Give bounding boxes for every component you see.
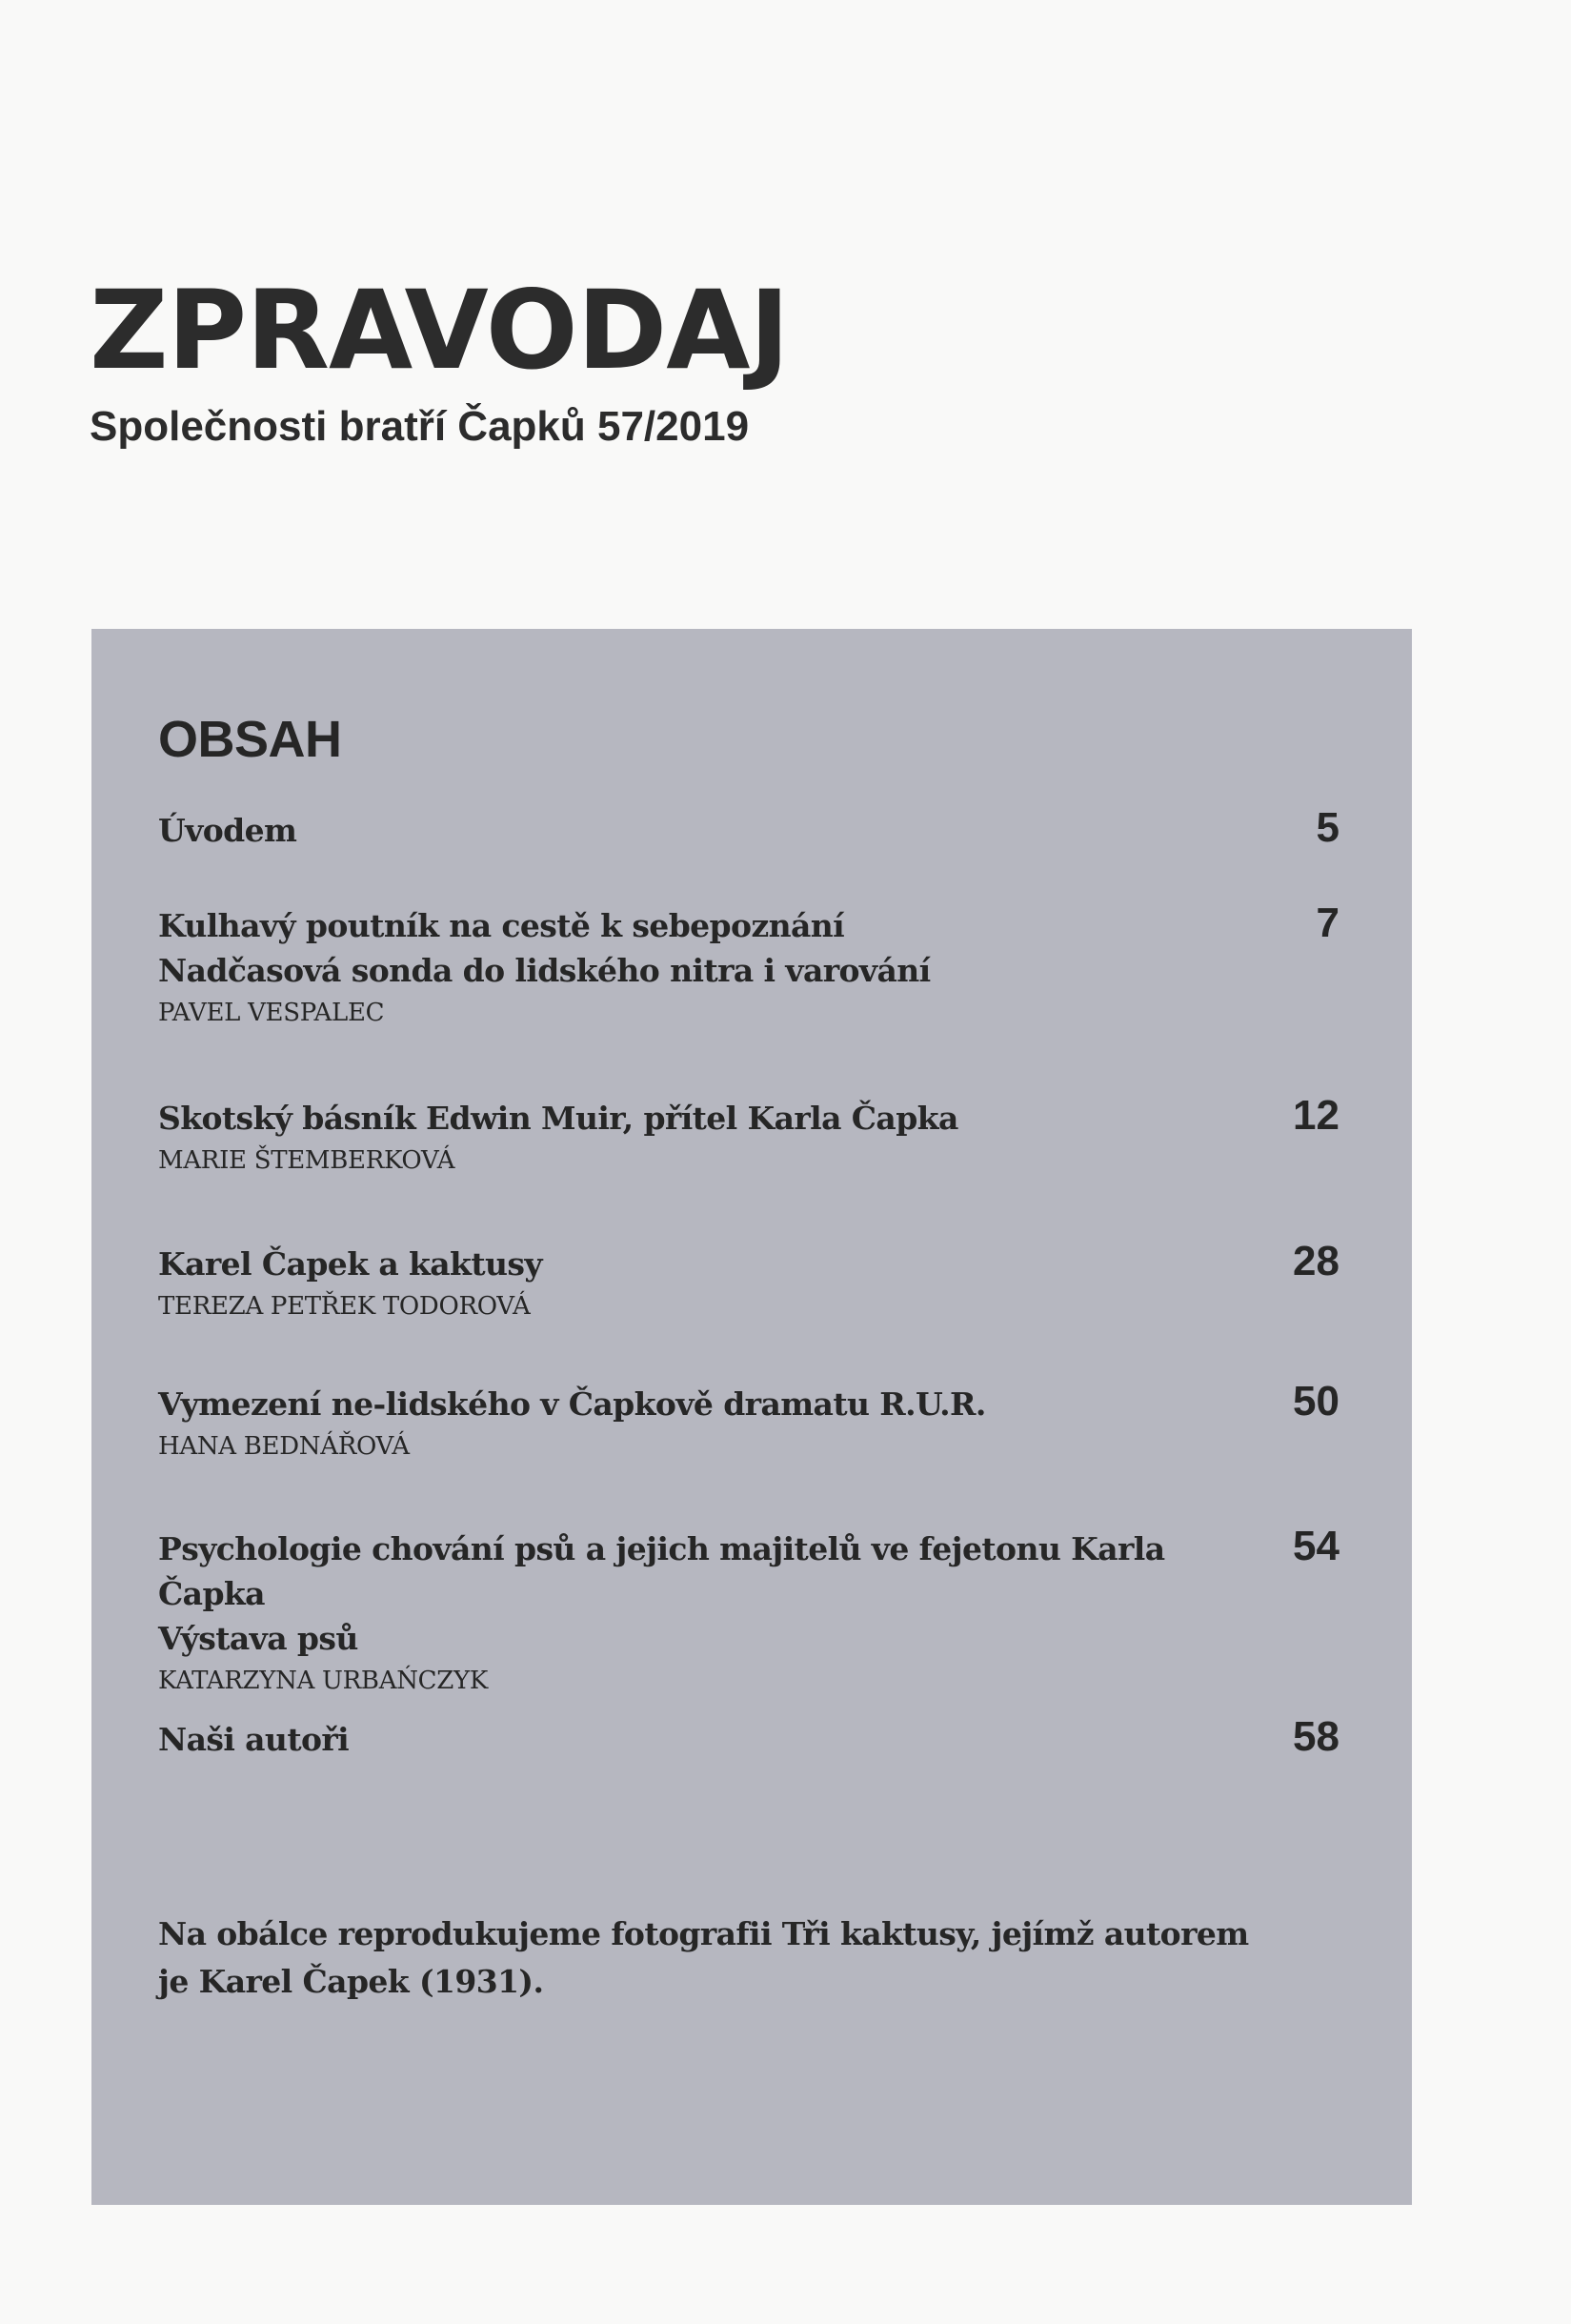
table-of-contents: [91, 629, 1412, 2205]
entry-page-number: 28: [1293, 1238, 1339, 1284]
entry-page-number: 50: [1293, 1378, 1339, 1425]
entry-page-number: 7: [1316, 899, 1339, 946]
masthead: [90, 267, 789, 450]
entry-page-number: 54: [1293, 1523, 1339, 1569]
toc-entry-kulhavy-poutnik[interactable]: [158, 899, 1339, 1033]
entry-title: Naši autoři: [158, 1721, 350, 1758]
entry-title: Kulhavý poutník na cestě k sebepoznání: [158, 907, 845, 944]
toc-entry-uvodem[interactable]: [158, 804, 1339, 853]
entry-page-number: 58: [1293, 1713, 1339, 1760]
entry-title: Karel Čapek a kaktusy: [158, 1245, 542, 1283]
entry-page-number: 12: [1293, 1092, 1339, 1139]
entry-author: TEREZA PETŘEK TODOROVÁ: [158, 1292, 531, 1321]
cover-note: Na obálce reprodukujeme fotografii Tři kaktusy, jejímž autorem je Karel Čapek (1931).: [158, 1915, 1249, 2000]
entry-author: MARIE ŠTEMBERKOVÁ: [158, 1146, 455, 1175]
entry-author: KATARZYNA URBAŃCZYK: [158, 1667, 488, 1695]
entry-title: Skotský básník Edwin Muir, přítel Karla Čapka: [158, 1100, 958, 1137]
entry-author: PAVEL VESPALEC: [158, 999, 385, 1027]
toc-entry-kaktusy[interactable]: [158, 1238, 1339, 1326]
entry-page-number: 5: [1316, 804, 1339, 851]
publication-subtitle: Společnosti bratří Čapků 57/2019: [90, 403, 750, 450]
toc-entry-psychologie-psu[interactable]: [158, 1523, 1339, 1701]
entry-subtitle: Nadčasová sonda do lidského nitra i varování: [158, 952, 931, 989]
entry-title: Psychologie chování psů a jejich majitelů ve fejetonu Karla Čapka: [158, 1530, 1165, 1612]
entry-subtitle: Výstava psů: [158, 1620, 358, 1657]
publication-title: ZPRAVODAJ: [90, 267, 789, 394]
toc-entry-nasi-autori[interactable]: [158, 1713, 1339, 1762]
toc-entry-rur[interactable]: [158, 1378, 1339, 1466]
toc-entry-edwin-muir[interactable]: [158, 1092, 1339, 1181]
entry-title: Úvodem: [158, 812, 297, 849]
entry-title: Vymezení ne-lidského v Čapkově dramatu R.U.R.: [158, 1385, 986, 1423]
toc-heading: OBSAH: [158, 711, 342, 768]
entry-author: HANA BEDNÁŘOVÁ: [158, 1432, 410, 1461]
